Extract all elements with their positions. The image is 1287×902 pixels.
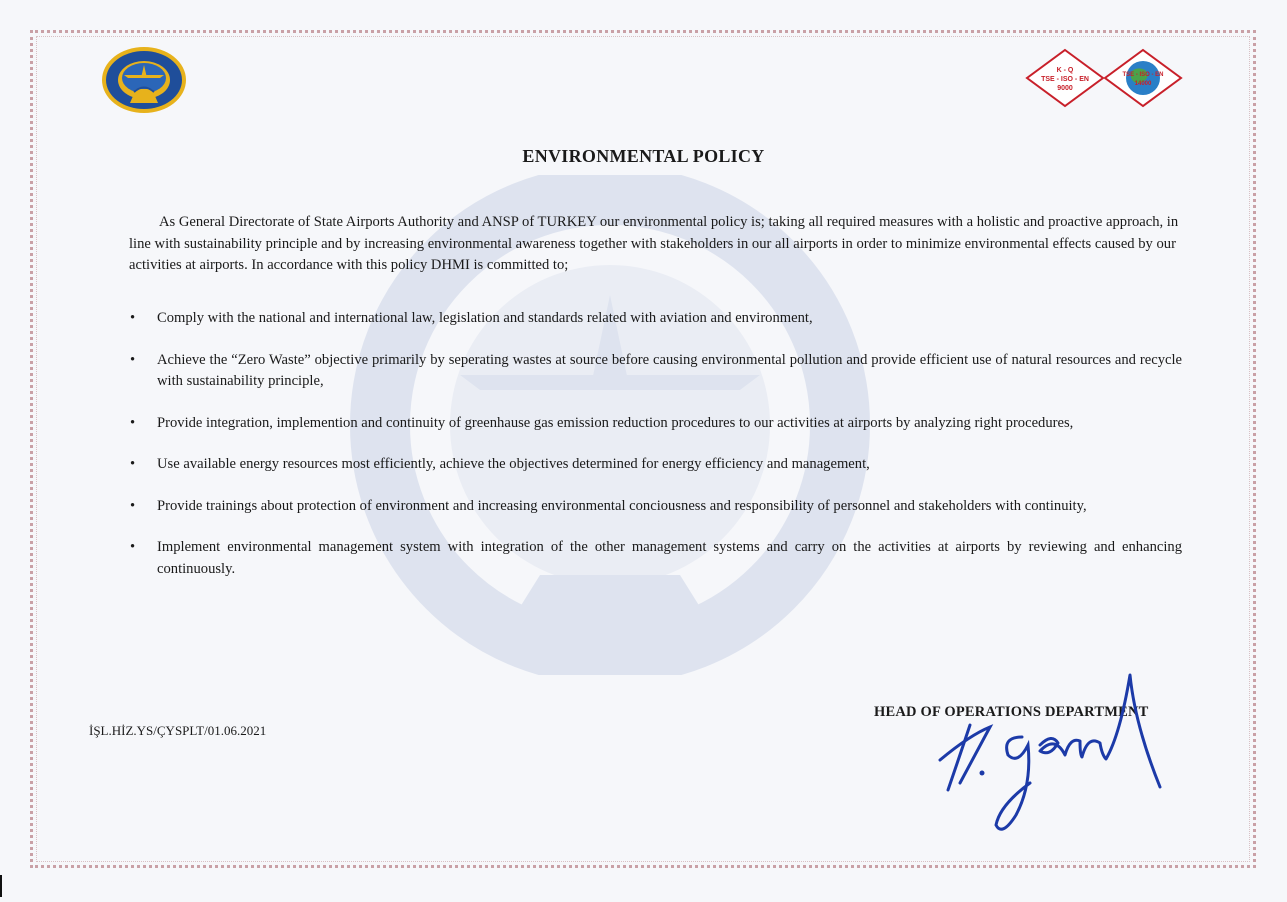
commitment-text: Comply with the national and international law, legislation and standards related with aviation and environment,: [157, 310, 813, 326]
commitment-text: Provide integration, implemention and continuity of greenhause gas emission reduction procedures to our activities at airports by analyzing right procedures,: [157, 414, 1074, 431]
badge-right-line-2: 14000: [1134, 81, 1152, 87]
commitment-text: Provide trainings about protection of environment and increasing environmental conciousness and responsibility of personnel and stakeholders with continuity,: [157, 497, 1087, 514]
bullet: •: [130, 456, 136, 472]
list-item: [130, 308, 1182, 330]
commitment-text: Achieve the “Zero Waste” objective primarily by seperating wastes at source before causing environmental pollution and provide efficient use of natural resources and recycle with sustainability principle,: [157, 351, 1182, 389]
signer-title: HEAD OF OPERATIONS DEPARTMENT: [874, 704, 1149, 720]
badge-left-line-1: K - Q: [1056, 67, 1074, 74]
list-item: [130, 496, 1182, 518]
list-item: [130, 350, 1182, 393]
commitments-list: [130, 308, 1182, 600]
list-item: [130, 413, 1182, 435]
list-item: [130, 454, 1182, 476]
certification-badges-icon: [1025, 48, 1185, 108]
bullet: •: [130, 539, 136, 555]
badge-left-line-3: 9000: [1057, 85, 1073, 92]
badge-left-line-2: TSE - ISO - EN: [1041, 76, 1089, 83]
dhmi-emblem-icon: [100, 45, 188, 115]
intro-paragraph: As General Directorate of State Airports Authority and ANSP of TURKEY our environmental policy is; taking all required measures with a holistic and proactive approach, in line with sustainability principle and by increasing environmental awareness together with stakeholders in our all airports in order to minimize environmental effects caused by our activities at airports. In accordance with this policy DHMI is committed to;: [129, 214, 1179, 273]
bullet: •: [130, 414, 136, 431]
handwritten-signature-icon: [930, 665, 1170, 840]
commitment-text: Implement environmental management system with integration of the other management systems and carry on the activities at airports by reviewing and enhancing continuously.: [157, 539, 1182, 577]
page-title: ENVIRONMENTAL POLICY: [522, 146, 765, 166]
document-number: İŞL.HİZ.YS/ÇYSPLT/01.06.2021: [89, 723, 267, 738]
commitment-text: Use available energy resources most efficiently, achieve the objectives determined for energy efficiency and management,: [157, 456, 870, 472]
bullet: •: [130, 497, 136, 514]
list-item: [130, 537, 1182, 580]
bullet: •: [130, 310, 136, 326]
badge-right-line-1: TSE - ISO - EN: [1122, 72, 1164, 78]
bullet: •: [130, 351, 136, 368]
scan-edge-mark: [0, 875, 2, 897]
